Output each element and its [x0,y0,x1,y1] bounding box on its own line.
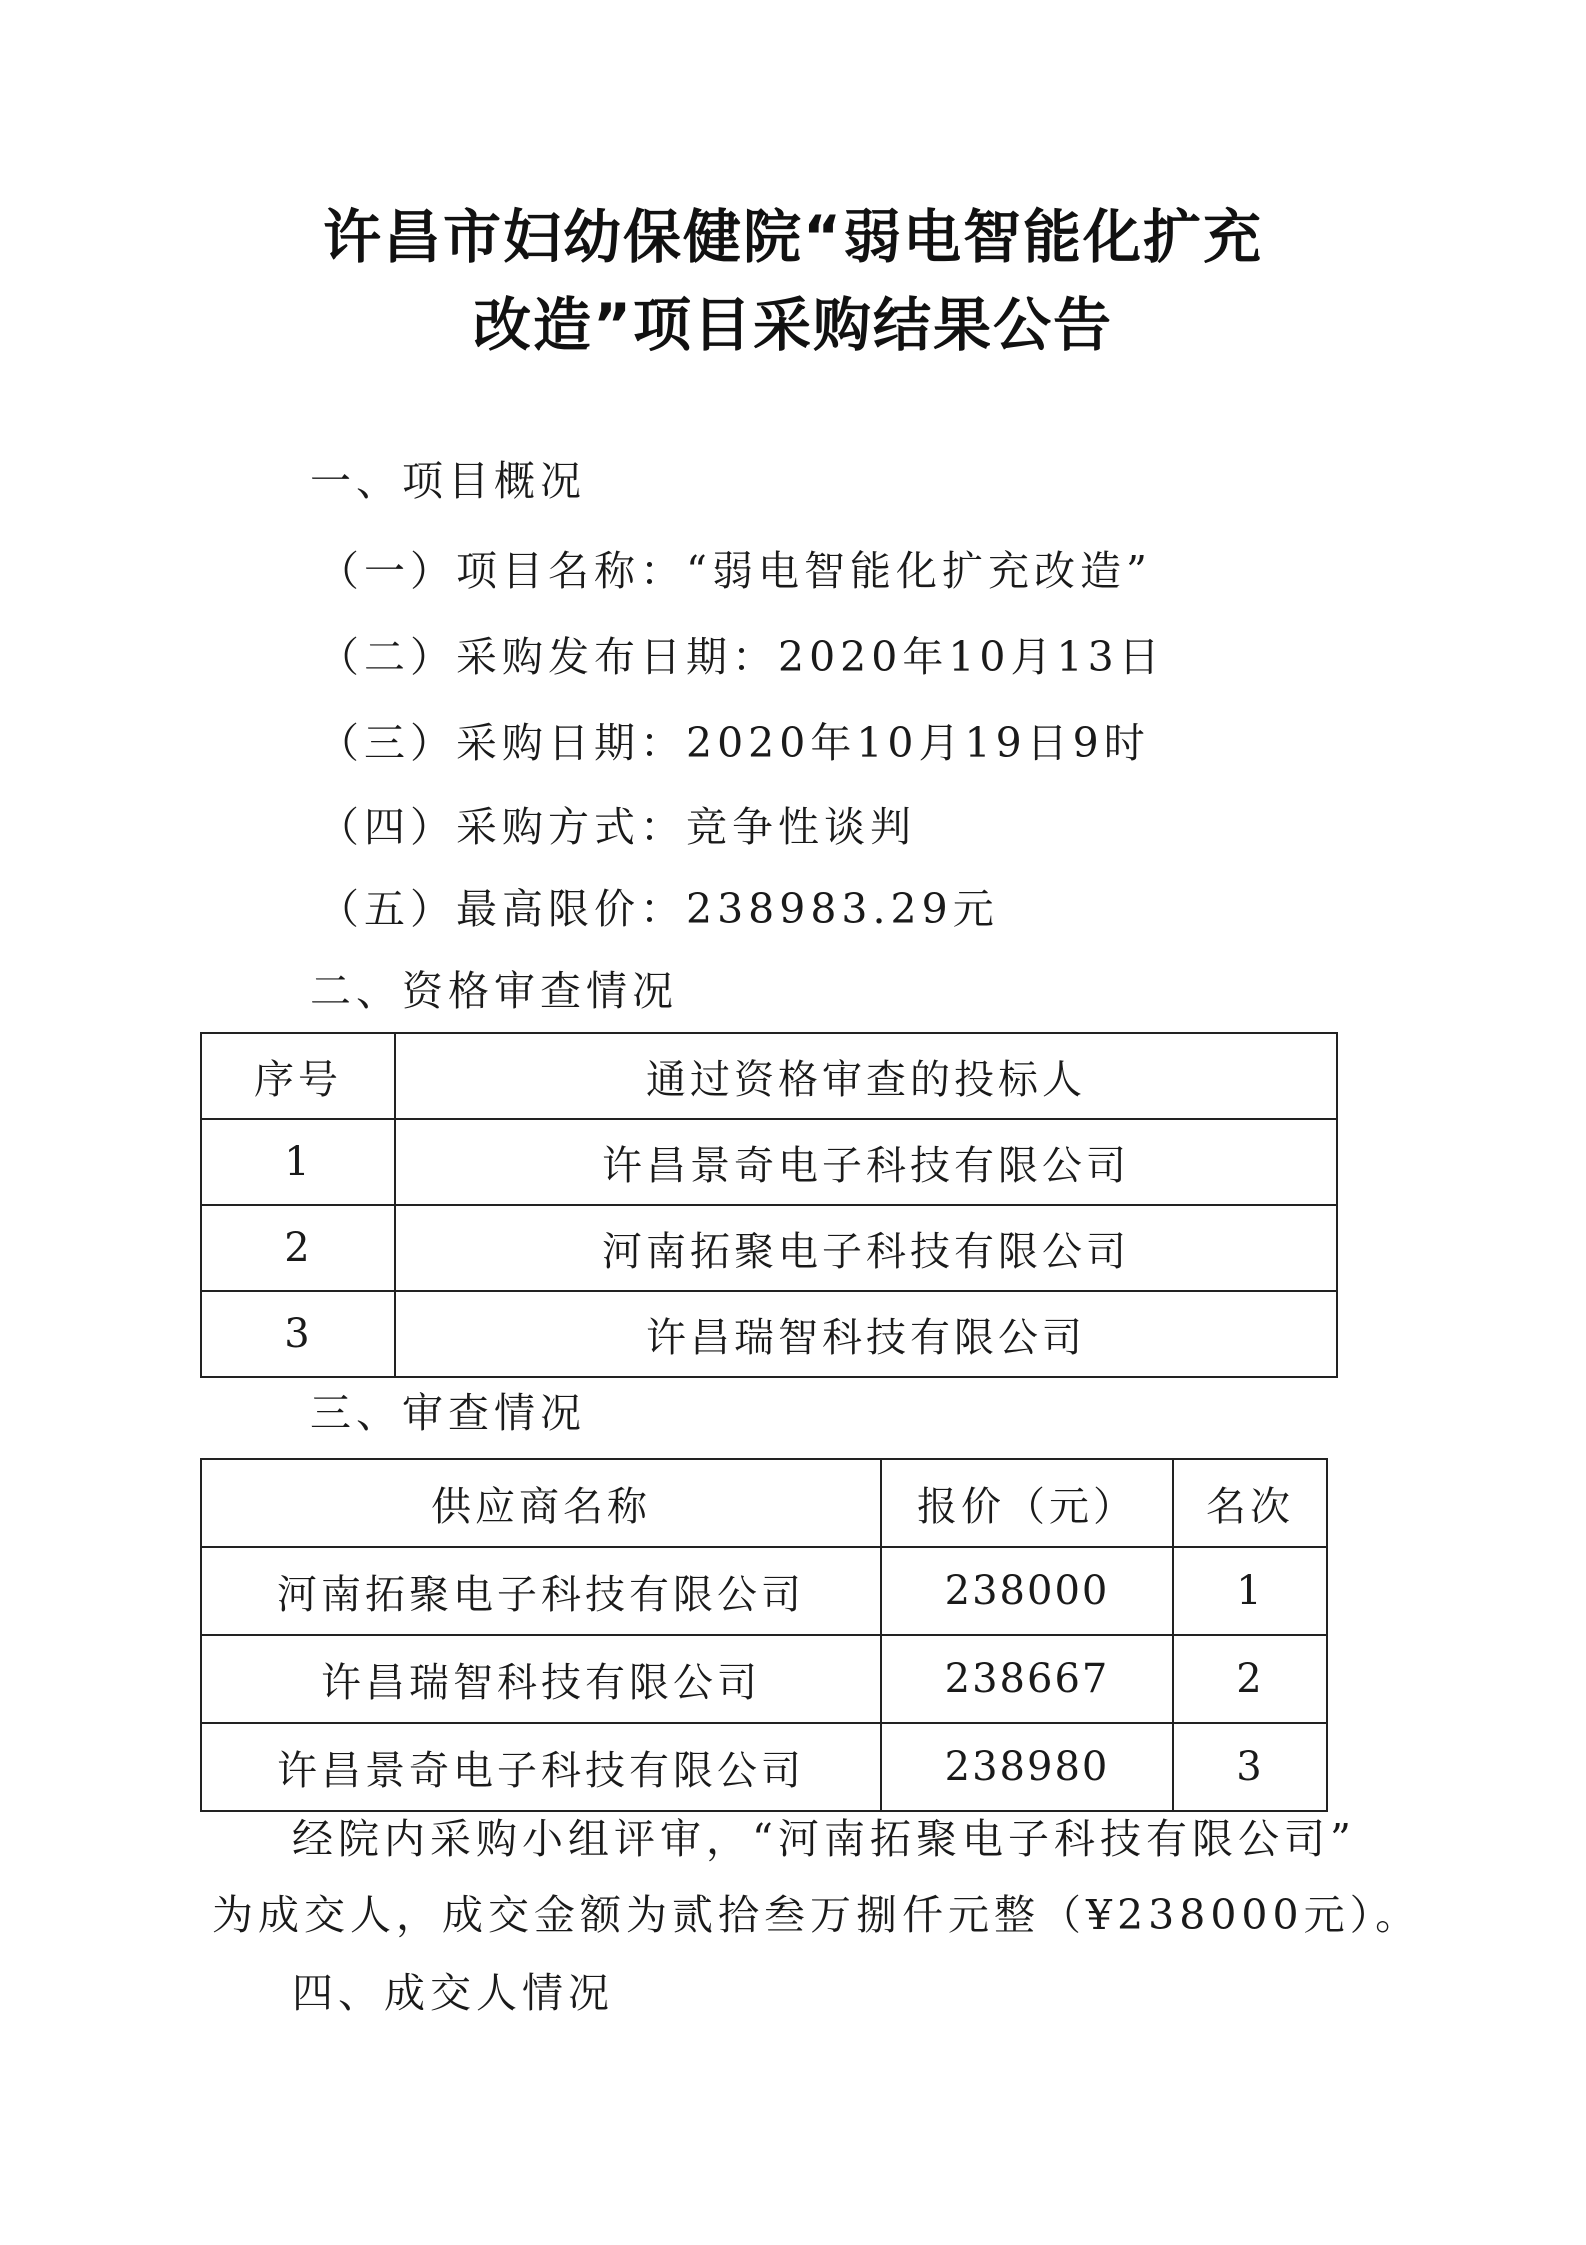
header-rank: 名次 [1173,1459,1327,1547]
header-price: 报价（元） [881,1459,1173,1547]
row-index: 1 [201,1119,395,1205]
publish-date: （二）采购发布日期：2020年10月13日 [318,633,1165,681]
row-rank: 2 [1173,1635,1327,1723]
table-row [201,1205,1337,1291]
table-row [201,1291,1337,1377]
header-supplier: 供应商名称 [201,1459,881,1547]
conclusion-line2: 为成交人，成交金额为贰拾叁万捌仟元整（¥238000元）。 [212,1891,1422,1939]
review-table [200,1458,1328,1812]
row-price: 238980 [881,1723,1173,1811]
row-rank: 1 [1173,1547,1327,1635]
row-index: 2 [201,1205,395,1291]
project-name: （一）项目名称：“弱电智能化扩充改造” [318,547,1152,595]
purchase-date: （三）采购日期：2020年10月19日9时 [318,719,1150,767]
max-price: （五）最高限价：238983.29元 [318,885,999,933]
table-header-row [201,1459,1327,1547]
row-index: 3 [201,1291,395,1377]
row-bidder: 河南拓聚电子科技有限公司 [395,1205,1337,1291]
row-price: 238000 [881,1547,1173,1635]
table-row [201,1119,1337,1205]
header-bidder: 通过资格审查的投标人 [395,1033,1337,1119]
table-row [201,1723,1327,1811]
row-supplier: 许昌瑞智科技有限公司 [201,1635,881,1723]
row-supplier: 河南拓聚电子科技有限公司 [201,1547,881,1635]
table-row [201,1635,1327,1723]
row-bidder: 许昌景奇电子科技有限公司 [395,1119,1337,1205]
page-title-line2: 改造”项目采购结果公告 [472,291,1114,359]
row-supplier: 许昌景奇电子科技有限公司 [201,1723,881,1811]
conclusion-line1: 经院内采购小组评审，“河南拓聚电子科技有限公司” [292,1815,1356,1863]
table-header-row [201,1033,1337,1119]
header-index: 序号 [201,1033,395,1119]
row-bidder: 许昌瑞智科技有限公司 [395,1291,1337,1377]
section4-heading: 四、成交人情况 [292,1969,614,2017]
section1-heading: 一、项目概况 [310,457,586,505]
row-price: 238667 [881,1635,1173,1723]
table-row [201,1547,1327,1635]
section3-heading: 三、审查情况 [310,1389,586,1437]
qualification-table [200,1032,1338,1378]
section2-heading: 二、资格审查情况 [310,967,678,1015]
row-rank: 3 [1173,1723,1327,1811]
purchase-method: （四）采购方式：竞争性谈判 [318,803,916,851]
page-title-line1: 许昌市妇幼保健院“弱电智能化扩充 [322,203,1264,271]
